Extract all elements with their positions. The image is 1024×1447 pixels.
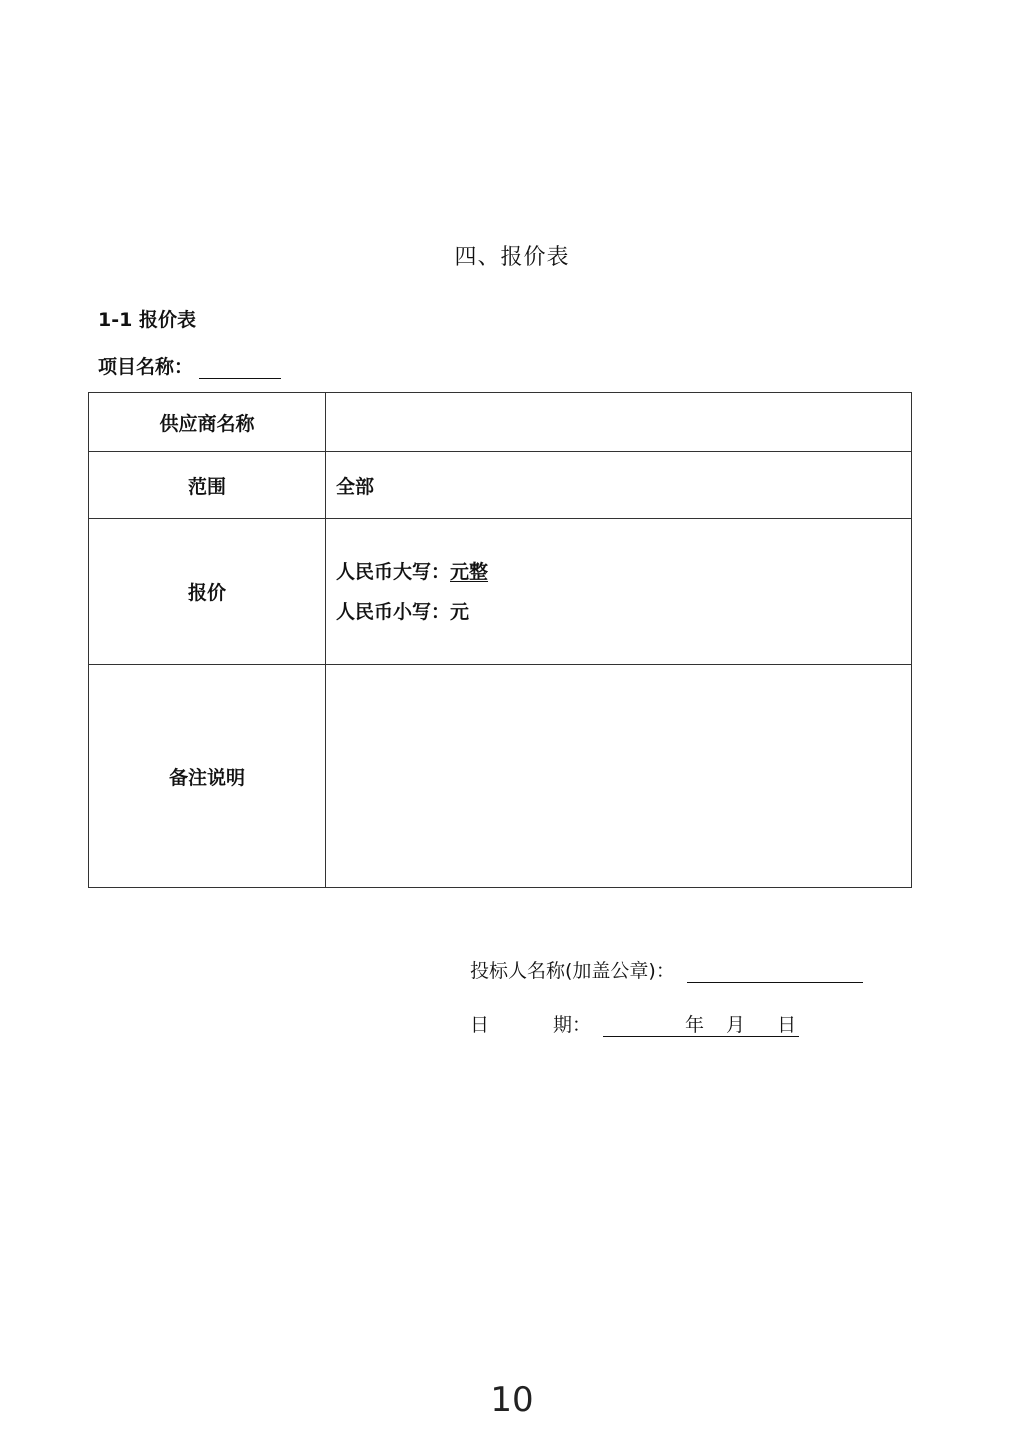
bidder-signature-line [470,956,863,983]
date-month: 月 [726,1014,746,1036]
remark-label: 备注说明 [89,665,326,888]
date-label-first: 日 [470,1014,490,1036]
date-day: 日 [777,1014,797,1036]
project-name-label: 项目名称： [98,356,194,378]
price-value [326,519,912,665]
table-row [89,452,912,519]
project-name-line [98,352,281,379]
quote-table [88,392,912,888]
page-number: 10 [490,1380,534,1420]
section-heading: 1-1 报价表 [98,309,196,331]
scope-label: 范围 [89,452,326,519]
price-lowercase-unit: 元 [450,600,470,623]
remark-value [326,665,912,888]
price-uppercase-line [336,552,911,592]
page-title: 四、报价表 [454,245,570,270]
bidder-name-blank [687,962,863,983]
price-lowercase-line [336,592,911,632]
price-label: 报价 [89,519,326,665]
supplier-name-label: 供应商名称 [89,393,326,452]
price-uppercase-prefix: 人民币大写： [336,560,451,583]
supplier-name-value [326,393,912,452]
price-lowercase-prefix: 人民币小写： [336,600,451,623]
date-blank [603,1012,799,1037]
date-year: 年 [685,1014,705,1036]
project-name-blank [199,358,281,379]
bidder-name-label: 投标人名称(加盖公章)： [470,960,675,982]
price-uppercase-unit: 元整 [450,560,489,583]
scope-value: 全部 [326,452,912,519]
table-row [89,393,912,452]
date-line [470,1010,799,1037]
date-label-second: 期： [553,1014,592,1036]
table-row [89,519,912,665]
table-row [89,665,912,888]
